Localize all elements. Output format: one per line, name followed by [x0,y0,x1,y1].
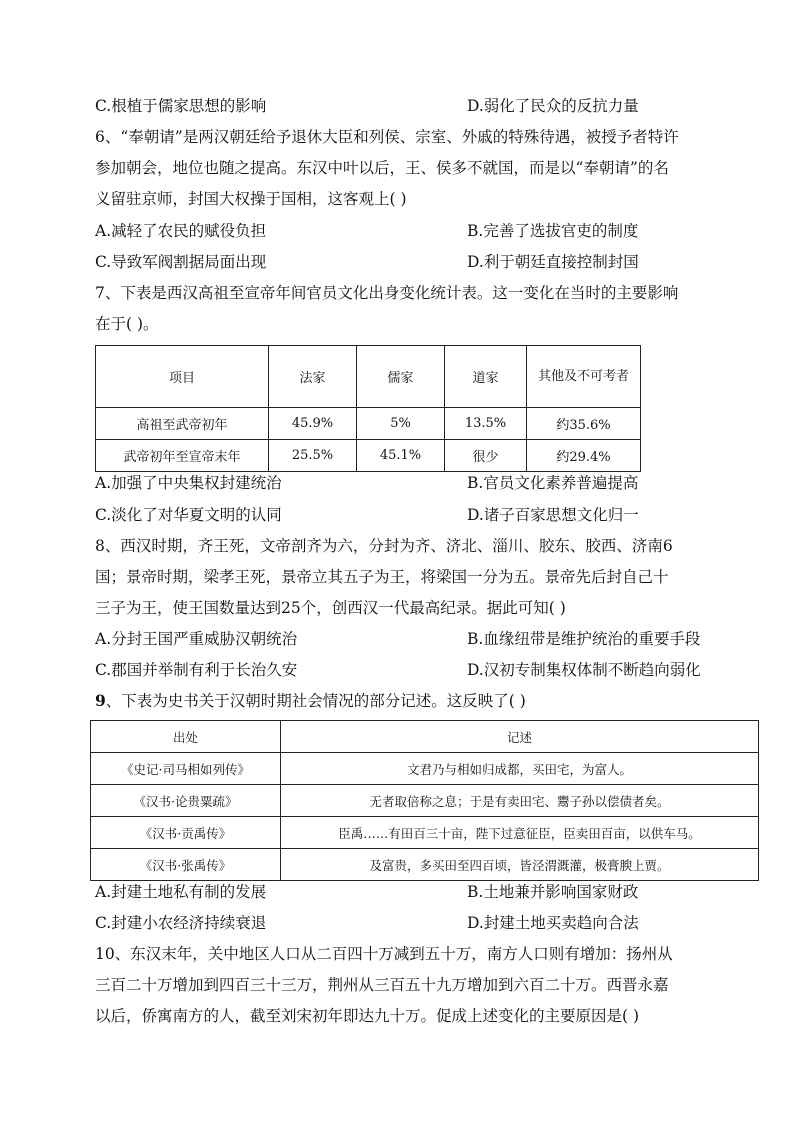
q6-options-ab [95,221,639,241]
q9-header-source: 出处 [91,721,281,753]
q6-option-c[interactable]: C.导致军阀割据局面出现 [95,253,267,271]
q8-option-a[interactable]: A.分封王国严重威胁汉朝统治 [95,630,298,648]
table-row [91,849,759,881]
q10-stem-line-2: 三百二十万增加到四百三十三万，荆州从三百五十九万增加到六百二十万。西晋永嘉 [95,976,669,994]
table-cell: 武帝初年至宣帝末年 [96,440,269,472]
q9-table [90,720,759,881]
table-row [96,440,641,472]
table-row [91,753,759,785]
q7-options-cd [95,505,639,525]
q6-stem-line-1: 6、“奉朝请”是两汉朝廷给予退休大臣和列侯、宗室、外戚的特殊待遇，被授予者特许 [95,128,679,146]
table-cell: 文君乃与相如归成都，买田宅，为富人。 [281,753,759,785]
q10-stem-line-1: 10、东汉末年，关中地区人口从二百四十万减到五十万，南方人口则有增加：扬州从 [95,945,673,963]
table-cell: 及富贵，多买田至四百顷，皆泾渭溉灌，极膏腴上贾。 [281,849,759,881]
q5-option-d[interactable]: D.弱化了民众的反抗力量 [467,97,639,115]
q9-stem-text: 、下表为史书关于汉朝时期社会情况的部分记述。这反映了( ) [105,692,526,710]
table-cell: 45.1% [357,440,445,472]
table-row [96,408,641,440]
q9-option-b[interactable]: B.土地兼并影响国家财政 [467,883,639,901]
q7-header-taoist: 道家 [445,346,527,408]
table-cell: 约29.4% [527,440,641,472]
q9-table-header-row [91,721,759,753]
q9-option-d[interactable]: D.封建土地买卖趋向合法 [467,914,639,932]
q8-stem-line-1: 8、西汉时期，齐王死，文帝剖齐为六，分封为齐、济北、淄川、胶东、胶西、济南6 [95,537,673,555]
q7-header-confucian: 儒家 [357,346,445,408]
table-row [91,785,759,817]
q8-stem-line-2: 国；景帝时期，梁孝王死，景帝立其五子为王，将梁国一分为五。景帝先后封自己十 [95,568,669,586]
q7-header-legalist: 法家 [269,346,357,408]
q5-options-cd [95,96,639,116]
q7-stem-line-1: 7、下表是西汉高祖至宣帝年间官员文化出身变化统计表。这一变化在当时的主要影响 [95,284,679,302]
q10-stem-line-3: 以后，侨寓南方的人，截至刘宋初年即达九十万。促成上述变化的主要原因是( ) [95,1007,640,1025]
table-cell: 13.5% [445,408,527,440]
q7-option-b[interactable]: B.官员文化素养普遍提高 [467,474,639,492]
q8-options-cd [95,660,701,680]
q6-options-cd [95,252,639,272]
q9-options-ab [95,882,639,902]
q7-table [95,345,641,472]
q9-number: 9 [95,691,106,710]
q6-option-b[interactable]: B.完善了选拔官吏的制度 [467,222,639,240]
table-cell: 很少 [445,440,527,472]
table-cell: 《汉书·贡禹传》 [91,817,281,849]
table-cell: 《汉书·张禹传》 [91,849,281,881]
q7-stem-line-2: 在于( )。 [95,315,159,333]
q9-option-c[interactable]: C.封建小农经济持续衰退 [95,914,267,932]
table-cell: 25.5% [269,440,357,472]
q5-option-c[interactable]: C.根植于儒家思想的影响 [95,97,267,115]
q7-option-c[interactable]: C.淡化了对华夏文明的认同 [95,506,282,524]
table-cell: 45.9% [269,408,357,440]
q6-stem-line-2: 参加朝会，地位也随之提高。东汉中叶以后，王、侯多不就国，而是以“奉朝请”的名 [95,159,669,177]
q9-header-record: 记述 [281,721,759,753]
q7-header-item: 项目 [96,346,269,408]
table-cell: 《汉书·论贵粟疏》 [91,785,281,817]
q8-option-c[interactable]: C.郡国并举制有利于长治久安 [95,661,298,679]
table-cell: 《史记·司马相如列传》 [91,753,281,785]
q6-option-d[interactable]: D.利于朝廷直接控制封国 [467,253,639,271]
q7-table-header-row [96,346,641,408]
q6-stem-line-3: 义留驻京师，封国大权操于国相，这客观上( ) [95,190,407,208]
table-row [91,817,759,849]
table-cell: 无者取倍称之息；于是有卖田宅、鬻子孙以偿债者矣。 [281,785,759,817]
table-cell: 高祖至武帝初年 [96,408,269,440]
q7-option-a[interactable]: A.加强了中央集权封建统治 [95,474,282,492]
q7-option-d[interactable]: D.诸子百家思想文化归一 [467,506,639,524]
table-cell: 臣禹……有田百三十亩，陛下过意征臣，臣卖田百亩，以供车马。 [281,817,759,849]
q8-options-ab [95,629,701,649]
q9-option-a[interactable]: A.封建土地私有制的发展 [95,883,267,901]
q8-stem-line-3: 三子为王，使王国数量达到25个，创西汉一代最高纪录。据此可知( ) [95,599,566,617]
table-cell: 5% [357,408,445,440]
q7-header-other: 其他及不可考者 [527,346,641,408]
q9-options-cd [95,913,639,933]
q8-option-d[interactable]: D.汉初专制集权体制不断趋向弱化 [467,661,701,679]
table-cell: 约35.6% [527,408,641,440]
q7-options-ab [95,473,639,493]
q6-option-a[interactable]: A.减轻了农民的赋役负担 [95,222,267,240]
q9-stem [95,691,526,711]
q8-option-b[interactable]: B.血缘纽带是维护统治的重要手段 [467,630,701,648]
